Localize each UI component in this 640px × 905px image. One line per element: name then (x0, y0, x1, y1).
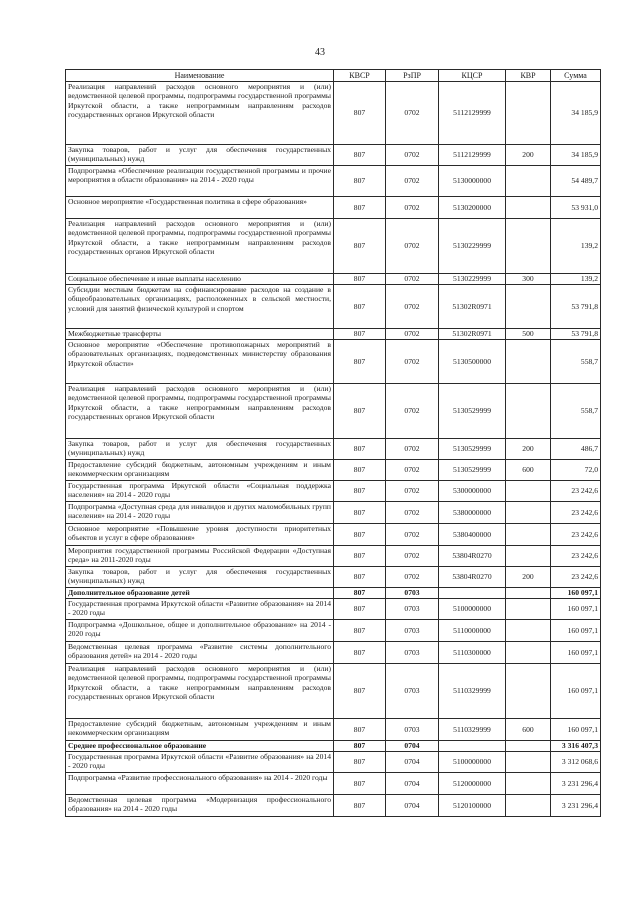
cell-kvr (506, 773, 551, 795)
cell-kvr (506, 795, 551, 817)
cell-kvsr: 807 (334, 340, 386, 384)
cell-name: Государственная программа Иркутской области «Развитие образования» на 2014 - 2020 годы (66, 752, 334, 773)
cell-rzpr: 0702 (386, 145, 439, 166)
cell-kvr (506, 384, 551, 439)
table-header-row (66, 70, 601, 82)
cell-name: Основное мероприятие «Государственная политика в сфере образования» (66, 197, 334, 219)
cell-kvsr: 807 (334, 620, 386, 642)
cell-rzpr: 0702 (386, 384, 439, 439)
table-body (66, 82, 601, 817)
cell-kvr (506, 642, 551, 664)
cell-name: Подпрограмма «Доступная среда для инвалидов и других маломобильных групп населения» на 2014 - 2020 годы (66, 502, 334, 524)
cell-rzpr: 0703 (386, 664, 439, 719)
cell-kcsr: 51302R0971 (439, 285, 506, 329)
cell-name: Дополнительное образование детей (66, 588, 334, 599)
table-row (66, 642, 601, 664)
cell-kvr (506, 546, 551, 567)
table-row (66, 82, 601, 145)
cell-kvsr: 807 (334, 460, 386, 481)
table-row (66, 460, 601, 481)
table-row (66, 599, 601, 620)
cell-name: Закупка товаров, работ и услуг для обеспечения государственных (муниципальных) нужд (66, 439, 334, 460)
cell-kcsr: 5130229999 (439, 219, 506, 274)
cell-sum: 23 242,6 (551, 481, 601, 502)
cell-rzpr: 0702 (386, 502, 439, 524)
cell-name: Реализация направлений расходов основного мероприятия и (или) ведомственной целевой программы, подпрограммы государственной программы Иркутской области, а также непрограммным направлениям расходов государственных органов Иркутской области (66, 82, 334, 145)
cell-name: Основное мероприятие «Обеспечение противопожарных мероприятий в образовательных организациях, подведомственных министерству образования Иркутской области» (66, 340, 334, 384)
cell-sum: 23 242,6 (551, 524, 601, 546)
cell-rzpr: 0702 (386, 285, 439, 329)
cell-kvsr: 807 (334, 524, 386, 546)
table-row (66, 620, 601, 642)
cell-kcsr: 5130529999 (439, 460, 506, 481)
cell-name: Предоставление субсидий бюджетным, автономным учреждениям и иным некоммерческим организациям (66, 460, 334, 481)
cell-name: Реализация направлений расходов основного мероприятия и (или) ведомственной целевой программы, подпрограммы государственной программы Иркутской области, а также непрограммным направлениям расходов государственных органов Иркутской области (66, 219, 334, 274)
cell-kvsr: 807 (334, 145, 386, 166)
cell-sum: 53 791,8 (551, 285, 601, 329)
cell-rzpr: 0702 (386, 524, 439, 546)
table-row (66, 145, 601, 166)
cell-rzpr: 0703 (386, 620, 439, 642)
cell-sum: 53 791,8 (551, 329, 601, 340)
cell-rzpr: 0704 (386, 773, 439, 795)
table-row (66, 274, 601, 285)
cell-rzpr: 0702 (386, 219, 439, 274)
cell-kvsr: 807 (334, 795, 386, 817)
cell-rzpr: 0702 (386, 329, 439, 340)
table-row (66, 546, 601, 567)
cell-name: Реализация направлений расходов основного мероприятия и (или) ведомственной целевой программы, подпрограммы государственной программы Иркутской области, а также непрограммным направлениям расходов государственных органов Иркутской области (66, 384, 334, 439)
cell-kvsr: 807 (334, 166, 386, 197)
cell-kvr: 600 (506, 460, 551, 481)
cell-kvr (506, 620, 551, 642)
table-row (66, 773, 601, 795)
cell-rzpr: 0703 (386, 642, 439, 664)
cell-kvr (506, 481, 551, 502)
header-name: Наименование (66, 70, 334, 82)
cell-kvsr: 807 (334, 329, 386, 340)
cell-kcsr: 5120000000 (439, 773, 506, 795)
header-kcsr: КЦСР (439, 70, 506, 82)
cell-kcsr: 5300000000 (439, 481, 506, 502)
cell-kvsr: 807 (334, 274, 386, 285)
cell-rzpr: 0704 (386, 795, 439, 817)
cell-sum: 3 312 068,6 (551, 752, 601, 773)
table-row (66, 752, 601, 773)
cell-kvsr: 807 (334, 439, 386, 460)
cell-rzpr: 0702 (386, 567, 439, 588)
cell-name: Реализация направлений расходов основного мероприятия и (или) ведомственной целевой программы, подпрограммы государственной программы Иркутской области, а также непрограммным направлениям расходов государственных органов Иркутской области (66, 664, 334, 719)
cell-kvsr: 807 (334, 481, 386, 502)
cell-sum: 160 097,1 (551, 642, 601, 664)
cell-kvsr: 807 (334, 197, 386, 219)
cell-kcsr: 5110000000 (439, 620, 506, 642)
cell-kcsr: 5100000000 (439, 752, 506, 773)
cell-kvsr: 807 (334, 599, 386, 620)
cell-kcsr: 5130529999 (439, 439, 506, 460)
cell-sum: 139,2 (551, 274, 601, 285)
cell-kvsr: 807 (334, 219, 386, 274)
cell-rzpr: 0702 (386, 460, 439, 481)
cell-rzpr: 0702 (386, 82, 439, 145)
cell-name: Межбюджетные трансферты (66, 329, 334, 340)
cell-kvr (506, 285, 551, 329)
cell-kcsr: 5112129999 (439, 82, 506, 145)
cell-name: Среднее профессиональное образование (66, 741, 334, 752)
cell-kvsr: 807 (334, 567, 386, 588)
cell-kvr (506, 502, 551, 524)
cell-kvsr: 807 (334, 588, 386, 599)
cell-sum: 160 097,1 (551, 620, 601, 642)
cell-kcsr: 5380400000 (439, 524, 506, 546)
header-rzpr: РзПР (386, 70, 439, 82)
cell-name: Ведомственная целевая программа «Развитие системы дополнительного образования детей» на 2014 - 2020 годы (66, 642, 334, 664)
table-row (66, 502, 601, 524)
cell-kvr: 200 (506, 567, 551, 588)
table-row (66, 588, 601, 599)
cell-rzpr: 0702 (386, 197, 439, 219)
cell-rzpr: 0702 (386, 166, 439, 197)
cell-name: Основное мероприятие «Повышение уровня доступности приоритетных объектов и услуг в сфере образования» (66, 524, 334, 546)
cell-name: Закупка товаров, работ и услуг для обеспечения государственных (муниципальных) нужд (66, 145, 334, 166)
cell-kcsr: 5120100000 (439, 795, 506, 817)
table-row (66, 795, 601, 817)
table-row (66, 197, 601, 219)
table-row (66, 329, 601, 340)
cell-kvr (506, 599, 551, 620)
cell-kvsr: 807 (334, 546, 386, 567)
table-row (66, 384, 601, 439)
cell-name: Государственная программа Иркутской области «Развитие образования» на 2014 - 2020 годы (66, 599, 334, 620)
cell-kcsr: 51302R0971 (439, 329, 506, 340)
table-row (66, 340, 601, 384)
cell-sum: 34 185,9 (551, 82, 601, 145)
table-row (66, 719, 601, 741)
table-row (66, 741, 601, 752)
cell-sum: 160 097,1 (551, 719, 601, 741)
cell-name: Подпрограмма «Обеспечение реализации государственной программы и прочие мероприятия в области образования» на 2014 - 2020 годы (66, 166, 334, 197)
cell-name: Субсидии местным бюджетам на софинансирование расходов на создание в общеобразовательных организациях, расположенных в сельской местности, условий для занятий физической культурой и спортом (66, 285, 334, 329)
cell-kvr: 200 (506, 439, 551, 460)
cell-kvr (506, 197, 551, 219)
cell-kcsr: 5130500000 (439, 340, 506, 384)
cell-kcsr: 5130200000 (439, 197, 506, 219)
cell-kcsr (439, 588, 506, 599)
cell-sum: 23 242,6 (551, 502, 601, 524)
cell-kvr (506, 524, 551, 546)
cell-sum: 160 097,1 (551, 664, 601, 719)
table-row (66, 166, 601, 197)
cell-kvr: 500 (506, 329, 551, 340)
cell-kvsr: 807 (334, 773, 386, 795)
cell-sum: 558,7 (551, 384, 601, 439)
cell-sum: 72,0 (551, 460, 601, 481)
cell-rzpr: 0702 (386, 481, 439, 502)
cell-sum: 23 242,6 (551, 546, 601, 567)
cell-kcsr: 5100000000 (439, 599, 506, 620)
cell-sum: 139,2 (551, 219, 601, 274)
cell-kvr (506, 82, 551, 145)
cell-kcsr: 5380000000 (439, 502, 506, 524)
cell-sum: 3 316 407,3 (551, 741, 601, 752)
cell-sum: 3 231 296,4 (551, 795, 601, 817)
cell-kvsr: 807 (334, 741, 386, 752)
cell-kcsr: 5110329999 (439, 664, 506, 719)
cell-sum: 486,7 (551, 439, 601, 460)
table-row (66, 664, 601, 719)
cell-rzpr: 0703 (386, 719, 439, 741)
cell-kcsr (439, 741, 506, 752)
cell-rzpr: 0704 (386, 752, 439, 773)
cell-kvr: 600 (506, 719, 551, 741)
cell-kcsr: 5110300000 (439, 642, 506, 664)
cell-kvr (506, 166, 551, 197)
cell-kcsr: 5130229999 (439, 274, 506, 285)
cell-kvr (506, 741, 551, 752)
cell-sum: 53 931,0 (551, 197, 601, 219)
budget-table (65, 69, 601, 817)
table-row (66, 481, 601, 502)
cell-rzpr: 0702 (386, 546, 439, 567)
cell-kvsr: 807 (334, 82, 386, 145)
cell-sum: 23 242,6 (551, 567, 601, 588)
cell-kvr (506, 752, 551, 773)
page-number: 43 (315, 47, 325, 58)
cell-kvsr: 807 (334, 664, 386, 719)
cell-kvr: 300 (506, 274, 551, 285)
cell-name: Закупка товаров, работ и услуг для обеспечения государственных (муниципальных) нужд (66, 567, 334, 588)
cell-name: Предоставление субсидий бюджетным, автономным учреждениям и иным некоммерческим организациям (66, 719, 334, 741)
cell-name: Социальное обеспечение и иные выплаты населению (66, 274, 334, 285)
cell-name: Мероприятия государственной программы Российской Федерации «Доступная среда» на 2011-2020 годы (66, 546, 334, 567)
cell-sum: 558,7 (551, 340, 601, 384)
table-row (66, 524, 601, 546)
cell-sum: 3 231 296,4 (551, 773, 601, 795)
table-row (66, 567, 601, 588)
cell-sum: 54 489,7 (551, 166, 601, 197)
cell-rzpr: 0702 (386, 439, 439, 460)
cell-rzpr: 0703 (386, 588, 439, 599)
cell-sum: 160 097,1 (551, 588, 601, 599)
cell-kcsr: 5130529999 (439, 384, 506, 439)
cell-rzpr: 0703 (386, 599, 439, 620)
table-row (66, 285, 601, 329)
cell-kvr (506, 340, 551, 384)
cell-rzpr: 0702 (386, 340, 439, 384)
cell-kcsr: 53804R0270 (439, 567, 506, 588)
cell-sum: 34 185,9 (551, 145, 601, 166)
cell-kvr (506, 219, 551, 274)
cell-kcsr: 5130000000 (439, 166, 506, 197)
cell-sum: 160 097,1 (551, 599, 601, 620)
cell-kvsr: 807 (334, 285, 386, 329)
table-row (66, 439, 601, 460)
cell-kcsr: 5110329999 (439, 719, 506, 741)
cell-name: Государственная программа Иркутской области «Социальная поддержка населения» на 2014 - 2020 годы (66, 481, 334, 502)
cell-rzpr: 0702 (386, 274, 439, 285)
cell-kvsr: 807 (334, 384, 386, 439)
cell-kcsr: 5112129999 (439, 145, 506, 166)
cell-kcsr: 53804R0270 (439, 546, 506, 567)
cell-name: Ведомственная целевая программа «Модернизация профессионального образования» на 2014 - 2020 годы (66, 795, 334, 817)
cell-kvr (506, 664, 551, 719)
header-kvr: КВР (506, 70, 551, 82)
table-row (66, 219, 601, 274)
cell-kvsr: 807 (334, 752, 386, 773)
cell-rzpr: 0704 (386, 741, 439, 752)
cell-kvsr: 807 (334, 502, 386, 524)
cell-name: Подпрограмма «Дошкольное, общее и дополнительное образование» на 2014 - 2020 годы (66, 620, 334, 642)
header-sum: Сумма (551, 70, 601, 82)
cell-name: Подпрограмма «Развитие профессионального образования» на 2014 - 2020 годы (66, 773, 334, 795)
cell-kvsr: 807 (334, 642, 386, 664)
header-kvsr: КВСР (334, 70, 386, 82)
cell-kvsr: 807 (334, 719, 386, 741)
cell-kvr: 200 (506, 145, 551, 166)
cell-kvr (506, 588, 551, 599)
